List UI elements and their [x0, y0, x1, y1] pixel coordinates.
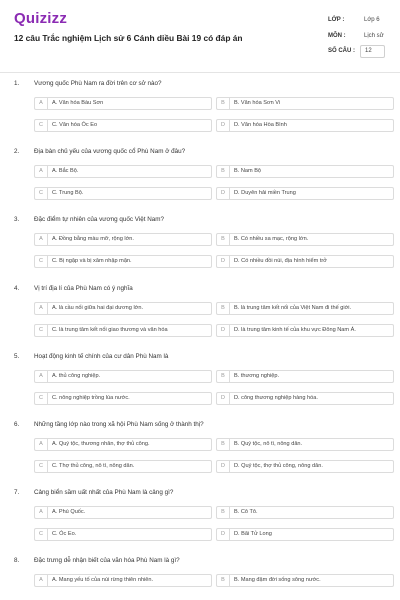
answer-option-d[interactable] [216, 460, 394, 473]
option-letter-badge: B [217, 507, 230, 518]
meta-label-class: LỚP : [328, 17, 345, 23]
option-text: B. thương nghiệp. [234, 372, 280, 379]
question-text: Những tầng lớp nào trong xã hội Phù Nam sống ở thành thị? [34, 421, 204, 428]
option-letter-badge: A [35, 575, 48, 586]
option-letter-badge: D [217, 188, 230, 199]
answer-option-d[interactable] [216, 528, 394, 541]
answer-option-a[interactable] [34, 506, 212, 519]
option-letter-badge: D [217, 325, 230, 336]
option-text: D. Duyên hải miền Trung [234, 190, 296, 197]
answer-option-b[interactable] [216, 165, 394, 178]
option-text: C. nông nghiệp trồng lúa nước. [52, 394, 130, 401]
answer-option-d[interactable] [216, 187, 394, 200]
option-letter-badge: D [217, 120, 230, 131]
question-number: 2. [14, 148, 20, 156]
option-text: D. Bãi Tử Long [234, 531, 272, 538]
option-letter-badge: D [217, 256, 230, 267]
option-letter-badge: A [35, 439, 48, 450]
option-letter-badge: B [217, 98, 230, 109]
option-text: D. Có nhiều đồi núi, địa hình hiểm trở [234, 258, 327, 265]
option-text: C. Văn hóa Óc Eo [52, 122, 98, 128]
option-text: A. Văn hóa Bàu Sơn [52, 100, 104, 106]
answer-option-c[interactable] [34, 255, 212, 268]
answer-option-a[interactable] [34, 438, 212, 451]
header-divider [0, 72, 400, 73]
option-text: B. Có nhiều sa mạc, rộng lớn. [234, 236, 309, 243]
option-text: D. công thương nghiệp hàng hóa. [234, 394, 318, 401]
option-letter-badge: A [35, 303, 48, 314]
option-text: D. Văn hóa Hòa Bình [234, 122, 287, 128]
meta-value-class: Lớp 6 [364, 17, 380, 23]
answer-option-a[interactable] [34, 165, 212, 178]
question-number: 4. [14, 284, 20, 292]
answer-option-a[interactable] [34, 233, 212, 246]
answer-option-b[interactable] [216, 370, 394, 383]
answer-option-c[interactable] [34, 460, 212, 473]
question-number: 6. [14, 421, 20, 428]
option-text: C. Trung Bộ. [52, 190, 84, 197]
option-letter-badge: C [35, 529, 48, 540]
option-letter-badge: A [35, 507, 48, 518]
question-number: 3. [14, 216, 20, 224]
answer-option-b[interactable] [216, 97, 394, 110]
option-text: A. Bắc Bộ. [52, 168, 79, 175]
option-text: A. Mang yếu tố của núi rừng thiên nhiên. [52, 577, 154, 584]
meta-value-subject: Lịch sử [364, 33, 384, 39]
answer-option-d[interactable] [216, 255, 394, 268]
answer-option-b[interactable] [216, 438, 394, 451]
option-text: C. Óc Eo. [52, 531, 77, 538]
question-number: 8. [14, 557, 20, 565]
answer-option-b[interactable] [216, 574, 394, 587]
meta-row-class [324, 14, 388, 30]
option-letter-badge: D [217, 529, 230, 540]
option-text: B. Văn hóa Sơn Vi [234, 100, 281, 106]
answer-option-a[interactable] [34, 97, 212, 110]
answer-option-d[interactable] [216, 119, 394, 132]
option-letter-badge: A [35, 371, 48, 382]
question-text: Đặc điểm tự nhiên của vương quốc Việt Nam? [34, 216, 165, 224]
option-letter-badge: C [35, 461, 48, 472]
answer-option-c[interactable] [34, 528, 212, 541]
answer-option-d[interactable] [216, 392, 394, 405]
meta-value-count: 12 [365, 48, 372, 54]
question-text: Địa bàn chủ yếu của vương quốc cổ Phù Nam ở đâu? [34, 148, 186, 156]
meta-label-subject: MÔN : [328, 33, 346, 39]
option-letter-badge: C [35, 256, 48, 267]
option-text: A. thủ công nghiệp. [52, 372, 101, 379]
question-text: Cảng biển sầm uất nhất của Phù Nam là cảng gì? [34, 489, 174, 497]
meta-row-count [324, 45, 388, 61]
option-text: D. là trung tâm kinh tế của khu vực Đông Nam Á. [234, 326, 356, 333]
option-text: C. là trung tâm kết nối giao thương và văn hóa [52, 326, 168, 333]
option-text: A. Phú Quốc. [52, 509, 86, 516]
answer-option-b[interactable] [216, 506, 394, 519]
question-number: 7. [14, 489, 20, 497]
option-letter-badge: B [217, 166, 230, 177]
worksheet-title: 12 câu Trắc nghiệm Lịch sử 6 Cánh diều Bài 19 có đáp án [14, 33, 243, 43]
option-letter-badge: C [35, 325, 48, 336]
option-letter-badge: A [35, 234, 48, 245]
option-letter-badge: B [217, 371, 230, 382]
question-text: Vị trí địa lí của Phù Nam có ý nghĩa [34, 284, 133, 292]
option-text: B. Quý tộc, nô tì, nông dân. [234, 441, 303, 447]
option-letter-badge: C [35, 120, 48, 131]
option-letter-badge: A [35, 166, 48, 177]
option-text: B. là trung tâm kết nối của Việt Nam đi thế giới. [234, 304, 352, 311]
question-number: 5. [14, 352, 20, 360]
option-letter-badge: B [217, 234, 230, 245]
option-letter-badge: D [217, 461, 230, 472]
option-letter-badge: D [217, 393, 230, 404]
meta-row-subject [324, 30, 388, 46]
option-text: A. là cầu nối giữa hai đại dương lớn. [52, 304, 144, 311]
option-letter-badge: C [35, 188, 48, 199]
answer-option-b[interactable] [216, 302, 394, 315]
question-text: Vương quốc Phù Nam ra đời trên cơ sở nào? [34, 80, 162, 87]
option-text: C. Thợ thủ công, nô tì, nông dân. [52, 463, 135, 469]
option-text: A. Đồng bằng màu mỡ, rộng lớn. [52, 236, 134, 243]
option-text: A. Quý tộc, thương nhân, thợ thủ công. [52, 441, 150, 447]
answer-option-b[interactable] [216, 233, 394, 246]
question-number: 1. [14, 80, 20, 87]
answer-option-d[interactable] [216, 324, 394, 337]
question-text: Hoạt động kinh tế chính của cư dân Phù Nam là [34, 352, 169, 360]
option-text: D. Quý tộc, thợ thủ công, nông dân. [234, 463, 323, 469]
option-letter-badge: B [217, 575, 230, 586]
answer-option-a[interactable] [34, 574, 212, 587]
meta-count-box [360, 45, 385, 58]
answer-option-a[interactable] [34, 370, 212, 383]
answer-option-c[interactable] [34, 187, 212, 200]
answer-option-a[interactable] [34, 302, 212, 315]
meta-label-count: SỐ CÂU : [328, 48, 355, 54]
option-text: C. Bị ngập và bị xâm nhập mặn. [52, 258, 132, 265]
option-text: B. Cô Tô. [234, 509, 258, 516]
option-text: B. Mang đậm đời sống sông nước. [234, 577, 321, 584]
quizizz-logo[interactable]: Quizizz [14, 10, 68, 27]
answer-option-c[interactable] [34, 119, 212, 132]
option-text: B. Nam Bộ [234, 168, 262, 175]
answer-option-c[interactable] [34, 392, 212, 405]
option-letter-badge: B [217, 439, 230, 450]
option-letter-badge: A [35, 98, 48, 109]
worksheet-header [0, 0, 400, 72]
option-letter-badge: B [217, 303, 230, 314]
option-letter-badge: C [35, 393, 48, 404]
question-text: Đặc trưng dễ nhận biết của văn hóa Phù Nam là gì? [34, 557, 180, 565]
answer-option-c[interactable] [34, 324, 212, 337]
